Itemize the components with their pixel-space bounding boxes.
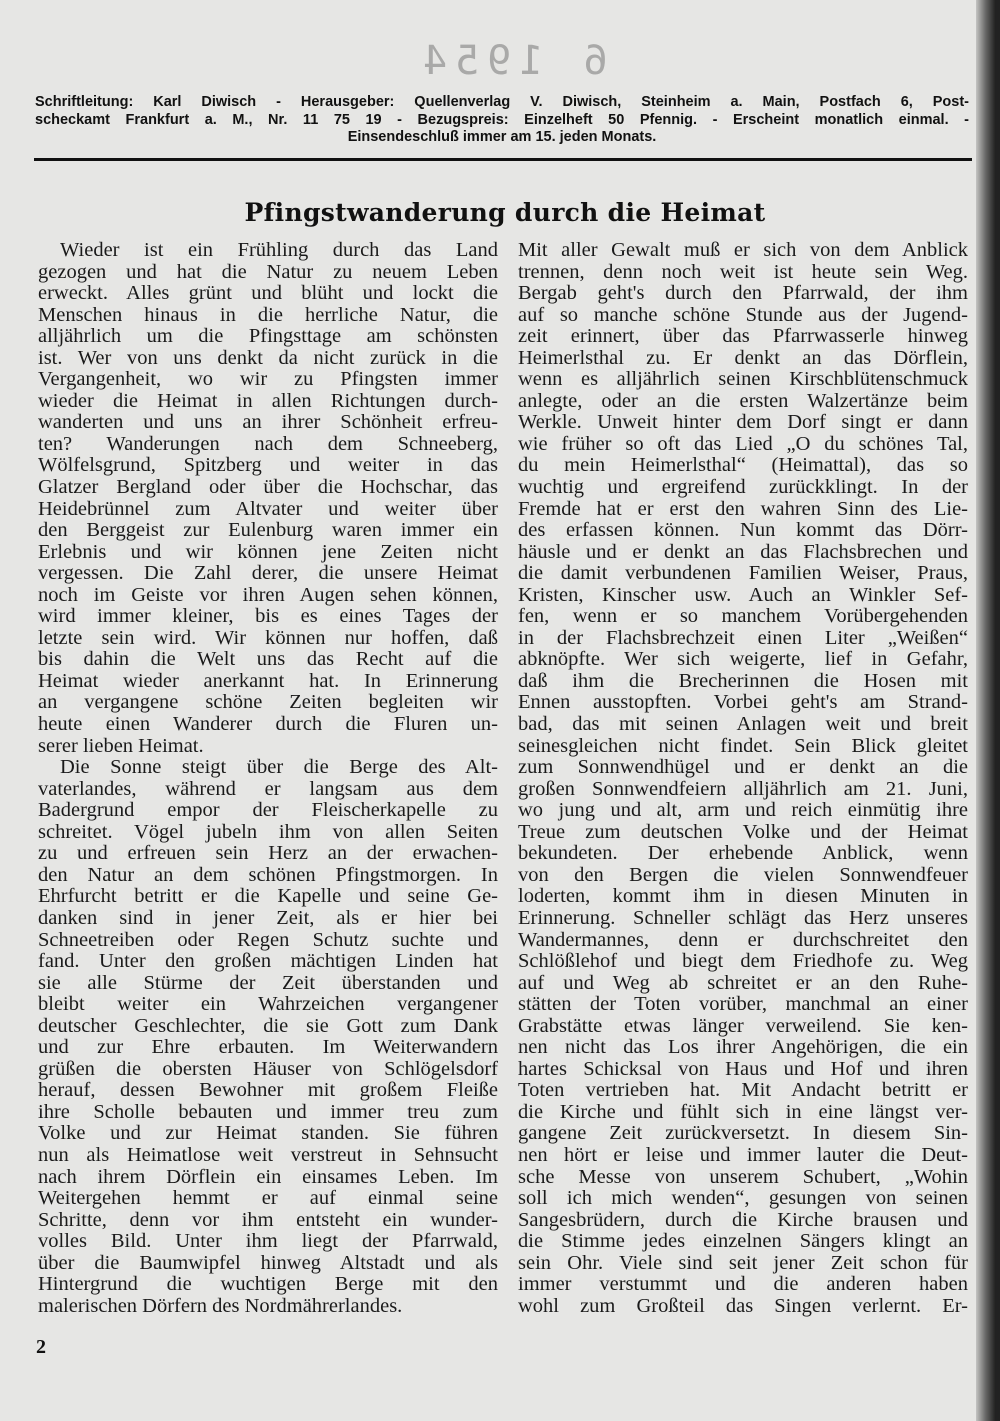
text-line: nen hört er leise und immer lauter die Deut- [518, 1143, 968, 1166]
article-title: Pfingstwanderung durch die Heimat [244, 198, 766, 227]
text-line: Wandermannes, denn er durchschreitet den [518, 928, 968, 951]
text-line: bleibt weiter ein Wahrzeichen vergangener [38, 993, 498, 1016]
text-line: wird immer kleiner, bis es eines Tages der [38, 605, 498, 628]
page-number: 2 [36, 1336, 46, 1358]
text-line: sie alle Stürme der Zeit überstanden und [38, 971, 498, 994]
text-line: vergessen. Die Zahl derer, die unsere Heimat [38, 562, 498, 585]
text-line: auf und Weg ab schreitet er an den Ruhe- [518, 971, 968, 994]
text-line: bekundeten. Der erhebende Anblick, wenn [518, 842, 968, 865]
text-line: Treue zum deutschen Volke und der Heimat [518, 820, 968, 843]
text-line: sche Messe von unserem Schubert, „Wohin [518, 1165, 968, 1188]
text-line: über die Baumwipfel hinweg Altstadt und als [38, 1251, 498, 1274]
text-line: Toten vertrieben hat. Mit Andacht betritt er [518, 1079, 968, 1102]
article-right-column [518, 240, 968, 1317]
text-line: hartes Schicksal von Haus und Hof und ihren [518, 1057, 968, 1080]
text-line: Heimat wieder anerkannt hat. In Erinnerung [38, 669, 498, 692]
text-line: Schlößlehof und biegt dem Friedhofe zu. Weg [518, 950, 968, 973]
text-line: letzte sein wird. Wir können nur hoffen, daß [38, 626, 498, 649]
text-line: Werkle. Unweit hinter dem Dorf singt er dann [518, 411, 968, 434]
text-line: ihre Scholle bebauten und immer treu zum [38, 1100, 498, 1123]
text-line: wenn es alljährlich seinen Kirschblütenschmuck [518, 368, 968, 391]
text-line: fand. Unter den großen mächtigen Linden hat [38, 950, 498, 973]
text-line: Erinnerung. Schneller schlägt das Herz unseres [518, 906, 968, 929]
date-stamp: 6 1954 [415, 38, 608, 84]
masthead-line: Schriftleitung: Karl Diwisch - Herausgeber: Quellenverlag V. Diwisch, Steinheim a. Main, Postfach 6, Post- [35, 94, 969, 110]
text-line: vaterlandes, während er langsam aus dem [38, 777, 498, 800]
text-line: an vergangene schöne Zeiten begleiten wir [38, 691, 498, 714]
text-line: deutscher Geschlechter, die sie Gott zum Dank [38, 1014, 498, 1037]
text-line: soll ich mich wenden“, gesungen von seinen [518, 1187, 968, 1210]
text-line: ist. Wer von uns denkt da nicht zurück in die [38, 346, 498, 369]
masthead-line: scheckamt Frankfurt a. M., Nr. 11 75 19 - Bezugspreis: Einzelheft 50 Pfennig. - Erscheint monatlich einmal. - [35, 111, 969, 128]
text-line: stätten der Toten vorüber, manchmal an einer [518, 993, 968, 1016]
text-line: den Natur an dem schönen Pfingstmorgen. In [38, 863, 498, 886]
text-line: und zur Ehre erbauten. Im Weiterwandern [38, 1036, 498, 1059]
text-line: häusle und er denkt an das Flachsbrechen und [518, 540, 968, 563]
text-line: nach ihrem Dörflein ein einsames Leben. Im [38, 1165, 498, 1188]
text-line: nun als Heimatlose weit verstreut in Sehnsucht [38, 1143, 498, 1166]
text-line: schreitet. Vögel jubeln ihm von allen Seiten [38, 820, 498, 843]
text-line: Die Sonne steigt über die Berge des Alt- [60, 756, 498, 779]
text-line: wuchtig und ergreifend zurückklingt. In der [518, 476, 968, 499]
text-line: Ehrfurcht betritt er die Kapelle und seine Ge- [38, 885, 498, 908]
article-left-column [38, 240, 498, 1317]
text-line: serer lieben Heimat. [38, 734, 204, 757]
text-line: den Berggeist zur Eulenburg waren immer ein [38, 519, 498, 542]
text-line: Mit aller Gewalt muß er sich von dem Anblick [518, 239, 968, 261]
text-line: bad, das mit seinen Anlagen weit und breit [518, 713, 968, 736]
text-line: zum Sonnwendhügel und er denkt an die [518, 756, 968, 779]
text-line: Wieder ist ein Frühling durch das Land [60, 239, 498, 261]
text-line: seinesgleichen nicht findet. Sein Blick gleitet [518, 734, 968, 757]
text-line: Grabstätte etwas länger verweilend. Sie ken- [518, 1014, 968, 1037]
text-line: Vergangenheit, wo wir zu Pfingsten immer [38, 368, 498, 391]
text-line: noch im Geiste vor ihren Augen sehen können, [38, 583, 498, 606]
text-line: zu und erfreuen sein Herz an der erwachen- [38, 842, 498, 865]
masthead-line: Einsendeschluß immer am 15. jeden Monats. [347, 129, 657, 145]
text-line: Kristen, Kinscher usw. Auch an Winkler Sef- [518, 583, 968, 606]
text-line: Heimerlsthal zu. Er denkt an das Dörflein, [518, 346, 968, 369]
text-line: Weitergehen hemmt er auf einmal seine [38, 1187, 498, 1210]
text-line: herauf, dessen Bewohner mit großem Fleiße [38, 1079, 498, 1102]
text-line: erweckt. Alles grünt und blüht und lockt die [38, 282, 498, 305]
text-line: großen Sonnwendfeiern alljährlich am 21. Juni, [518, 777, 968, 800]
text-line: heute einen Wanderer durch die Fluren un- [38, 713, 498, 736]
text-line: ten? Wanderungen nach dem Schneeberg, [38, 432, 498, 455]
text-line: in der Flachsbrechzeit einen Liter „Weißen“ [518, 626, 968, 649]
text-line: gezogen und hat die Natur zu neuem Leben [38, 260, 498, 283]
text-line: immer verstummt und die anderen haben [518, 1273, 968, 1296]
text-line: trennen, denn noch weit ist heute sein Weg. [518, 260, 968, 283]
text-line: Schneetreiben oder Regen Schutz suchte und [38, 928, 498, 951]
text-line: sein Ohr. Viele sind seit jener Zeit schon für [518, 1251, 968, 1274]
text-line: du mein Heimerlsthal“ (Heimattal), das so [518, 454, 968, 477]
masthead [35, 94, 969, 147]
text-line: volles Bild. Unter ihm liegt der Pfarrwald, [38, 1230, 498, 1253]
text-line: Erlebnis und wir können jene Zeiten nicht [38, 540, 498, 563]
text-line: wanderten und uns an ihrer Schönheit erfreu- [38, 411, 498, 434]
text-line: Schritte, denn vor ihm entsteht ein wunder- [38, 1208, 498, 1231]
text-line: die Kirche und fühlt sich in eine längst ver- [518, 1100, 968, 1123]
text-line: Ennen ausstopften. Vorbei geht's am Strand- [518, 691, 968, 714]
text-line: nen nicht das Los ihrer Angehörigen, die ein [518, 1036, 968, 1059]
text-line: Glatzer Bergland oder über die Hochschar, das [38, 476, 498, 499]
text-line: anlegte, oder an die ersten Walzertänze beim [518, 389, 968, 412]
text-line: von den Bergen die vielen Sonnwendfeuer [518, 863, 968, 886]
text-line: Hintergrund die wuchtigen Berge mit den [38, 1273, 498, 1296]
text-line: malerischen Dörfern des Nordmährerlandes. [38, 1294, 403, 1317]
text-line: des erfassen können. Nun kommt das Dörr- [518, 519, 968, 542]
text-line: loderten, kommt ihm in diesen Minuten in [518, 885, 968, 908]
text-line: Sangesbrüdern, durch die Kirche brausen und [518, 1208, 968, 1231]
text-line: die Stimme jedes einzelnen Sängers klingt an [518, 1230, 968, 1253]
masthead-divider [34, 158, 972, 161]
text-line: alljährlich um die Pfingsttage am schönsten [38, 325, 498, 348]
text-line: Volke und zur Heimat standen. Sie führen [38, 1122, 498, 1145]
text-line: zeit erinnert, über das Pfarrwasserle hinweg [518, 325, 968, 348]
text-line: fen, wenn er so manchem Vorübergehenden [518, 605, 968, 628]
text-line: Heidebrünnel zum Altvater und weiter über [38, 497, 498, 520]
text-line: Menschen hinaus in die herrliche Natur, die [38, 303, 498, 326]
text-line: wie früher so oft das Lied „O du schönes Tal, [518, 432, 968, 455]
text-line: Fremde hat er erst den wahren Sinn des Lie- [518, 497, 968, 520]
text-line: daß ihm die Brecherinnen die Hosen mit [518, 669, 968, 692]
text-line: grüßen die obersten Häuser von Schlögelsdorf [38, 1057, 498, 1080]
text-line: wohl zum Großteil das Singen verlernt. Er- [518, 1294, 968, 1317]
text-line: Bergab geht's durch den Pfarrwald, der ihm [518, 282, 968, 305]
text-line: auf so manche schöne Stunde aus der Jugend- [518, 303, 968, 326]
text-line: wo jung und alt, arm und reich einmütig ihre [518, 799, 968, 822]
text-line: Badergrund empor der Fleischerkapelle zu [38, 799, 498, 822]
text-line: abknöpfte. Wer sich weigerte, lief in Gefahr, [518, 648, 968, 671]
text-line: bis dahin die Welt uns das Recht auf die [38, 648, 498, 671]
text-line: gangene Zeit zurückversetzt. In diesem Sin- [518, 1122, 968, 1145]
text-line: die damit verbundenen Familien Weiser, Praus, [518, 562, 968, 585]
text-line: Wölfelsgrund, Spitzberg und weiter in das [38, 454, 498, 477]
text-line: wieder die Heimat in allen Richtungen durch- [38, 389, 498, 412]
text-line: danken sind in jener Zeit, als er hier bei [38, 906, 498, 929]
